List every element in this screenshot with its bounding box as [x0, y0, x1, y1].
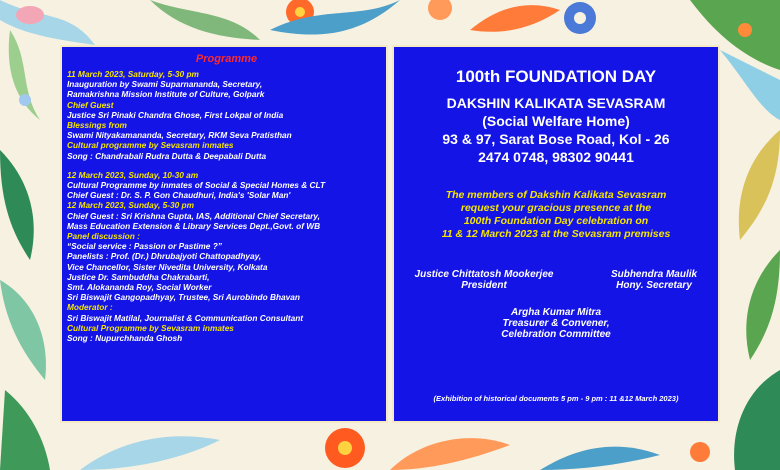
signatories-row — [394, 269, 718, 305]
programme-heading: Blessings from — [67, 120, 127, 131]
programme-heading: Cultural programme by Sevasram inmates — [67, 140, 234, 151]
signatory-treasurer — [394, 307, 718, 340]
programme-line: Chief Guest : Dr. S. P. Gon Chaudhuri, India's 'Solar Man' — [67, 190, 291, 201]
flower-decoration — [295, 7, 305, 17]
president-name: Justice Chittatosh Mookerjee — [414, 269, 554, 280]
phone-numbers: 2474 0748, 98302 90441 — [478, 149, 634, 165]
programme-line: Swami Nityakamananda, Secretary, RKM Seva Pratisthan — [67, 130, 292, 141]
leaf-decoration — [746, 250, 780, 360]
message-line: 100th Foundation Day celebration on — [463, 215, 649, 227]
programme-line: Ramakrishna Mission Institute of Culture, Golpark — [67, 89, 265, 100]
leaf-decoration — [0, 150, 34, 260]
programme-line: Song : Nupurchhanda Ghosh — [67, 333, 183, 344]
invitation-message — [394, 189, 718, 241]
treasurer-name: Argha Kumar Mitra — [510, 307, 601, 318]
programme-line: Panelists : Prof. (Dr.) Dhrubajyoti Chattopadhyay, — [67, 251, 262, 262]
programme-line: Chief Guest : Sri Krishna Gupta, IAS, Additional Chief Secretary, — [67, 210, 320, 221]
programme-heading: Chief Guest — [67, 99, 114, 110]
programme-heading: Cultural Programme by Sevasram inmates — [67, 322, 234, 333]
organization-type: (Social Welfare Home) — [482, 113, 630, 129]
programme-heading: 12 March 2023, Sunday, 5-30 pm — [67, 200, 194, 211]
message-line: request your gracious presence at the — [460, 202, 652, 214]
signatory-secretary — [594, 269, 714, 291]
leaf-decoration — [80, 436, 220, 470]
programme-line: Sri Biswajit Gangopadhyay, Trustee, Sri Aurobindo Bhavan — [67, 292, 300, 303]
programme-line: Justice Sri Pinaki Chandra Ghose, First Lokpal of India — [67, 109, 284, 120]
signatory-president — [394, 269, 574, 291]
treasurer-role: Treasurer & Convener, — [502, 318, 610, 329]
leaf-decoration — [470, 5, 560, 32]
flower-decoration — [574, 12, 586, 24]
flower-decoration — [428, 0, 452, 20]
programme-spacer — [67, 161, 386, 170]
leaf-decoration — [150, 0, 260, 40]
headline: 100th FOUNDATION DAY — [455, 67, 657, 86]
organization-name: DAKSHIN KALIKATA SEVASRAM — [446, 95, 666, 111]
programme-line: Smt. Alokananda Roy, Social Worker — [67, 282, 212, 293]
programme-heading: Panel discussion : — [67, 231, 140, 242]
secretary-role: Hony. Secretary — [616, 280, 692, 291]
programme-line: “Social service : Passion or Pastime ?” — [67, 241, 222, 252]
programme-line: Mass Education Extension & Library Services Dept.,Govt. of WB — [67, 220, 321, 231]
flower-decoration — [738, 23, 752, 37]
flower-decoration — [19, 94, 31, 106]
leaf-decoration — [0, 280, 46, 380]
leaf-decoration — [0, 390, 50, 470]
programme-panel — [60, 45, 388, 423]
message-line: 11 & 12 March 2023 at the Sevasram premises — [441, 228, 671, 240]
secretary-name: Subhendra Maulik — [610, 269, 698, 280]
programme-heading: 12 March 2023, Sunday, 10-30 am — [67, 169, 199, 180]
flower-decoration — [690, 442, 710, 462]
programme-title: Programme — [195, 53, 258, 65]
committee-name: Celebration Committee — [501, 329, 611, 340]
flower-decoration — [338, 441, 352, 455]
leaf-decoration — [739, 130, 780, 240]
leaf-decoration — [734, 370, 780, 470]
leaf-decoration — [390, 438, 510, 470]
invitation-panel — [392, 45, 720, 423]
exhibition-footnote: (Exhibition of historical documents 5 pm - 9 pm : 11 &12 March 2023) — [433, 394, 679, 403]
leaf-decoration — [9, 30, 40, 120]
flower-decoration — [16, 6, 44, 24]
programme-line: Sri Biswajit Matilal, Journalist & Communication Consultant — [67, 312, 304, 323]
programme-heading: Moderator : — [67, 302, 113, 313]
programme-heading: 11 March 2023, Saturday, 5-30 pm — [67, 69, 199, 79]
programme-line: Song : Chandrabali Rudra Dutta & Deepabali Dutta — [67, 150, 267, 161]
programme-line: Justice Dr. Sambuddha Chakrabarti, — [67, 271, 210, 282]
president-role: President — [461, 280, 507, 291]
programme-list — [67, 69, 386, 343]
leaf-decoration — [540, 447, 660, 470]
programme-line: Vice Chancellor, Sister Nivedita University, Kolkata — [67, 261, 268, 272]
message-line: The members of Dakshin Kalikata Sevasram — [445, 189, 667, 201]
programme-line: Inauguration by Swami Suparnananda, Secretary, — [67, 79, 263, 90]
programme-line: Cultural Programme by inmates of Social & Special Homes & CLT — [67, 180, 326, 191]
address: 93 & 97, Sarat Bose Road, Kol - 26 — [442, 131, 670, 147]
